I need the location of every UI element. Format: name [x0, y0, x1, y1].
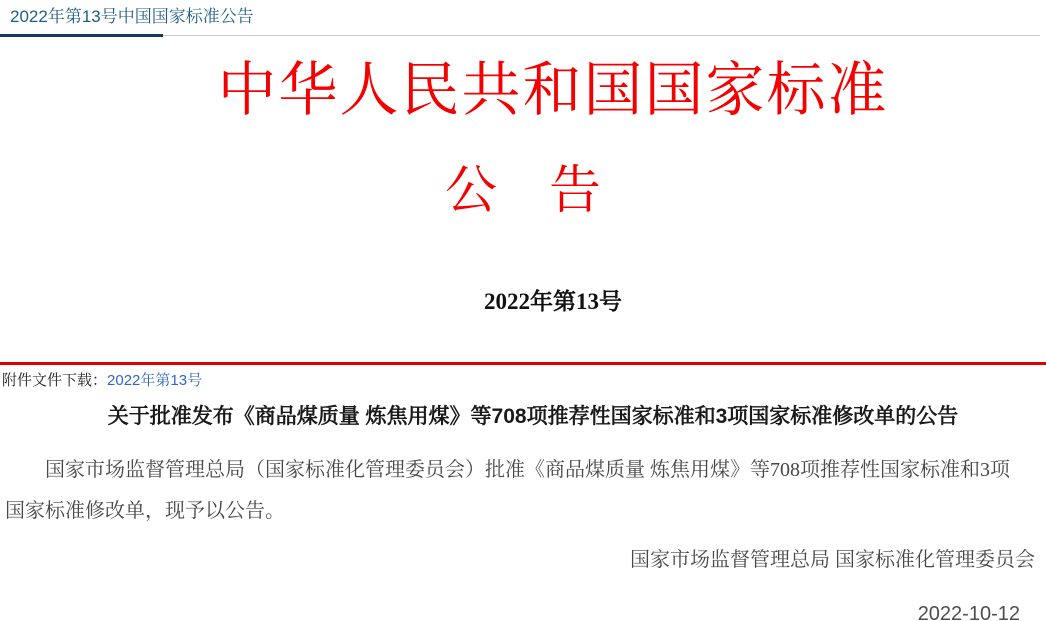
- attachment-label: 附件文件下载：: [2, 372, 108, 389]
- document-subtitle: 公 告: [444, 163, 601, 220]
- tab-current-announcement[interactable]: 2022年第13号中国国家标准公告: [10, 7, 254, 26]
- announcement-date: 2022-10-12: [917, 603, 1020, 621]
- tab-underline: [0, 34, 1046, 38]
- announcement-body-paragraph: 国家市场监督管理总局（国家标准化管理委员会）批准《商品煤质量 炼焦用煤》等708项推荐性国家标准和3项国家标准修改单，现予以公告。: [5, 459, 1010, 523]
- attachment-download-link[interactable]: 2022年第13号: [107, 372, 203, 389]
- issuing-authorities: 国家市场监督管理总局 国家标准化管理委员会: [630, 549, 1035, 572]
- tab-active-underline: [0, 34, 163, 37]
- tab-bar: [0, 0, 1046, 38]
- attachment-download-row: [0, 365, 1046, 392]
- issue-number: 2022年第13号: [484, 289, 622, 314]
- announcement-heading: 关于批准发布《商品煤质量 炼焦用煤》等708项推荐性国家标准和3项国家标准修改单的公告: [107, 405, 959, 428]
- tab-divider-line: [163, 35, 1040, 36]
- document-title: 中华人民共和国国家标准: [217, 57, 889, 123]
